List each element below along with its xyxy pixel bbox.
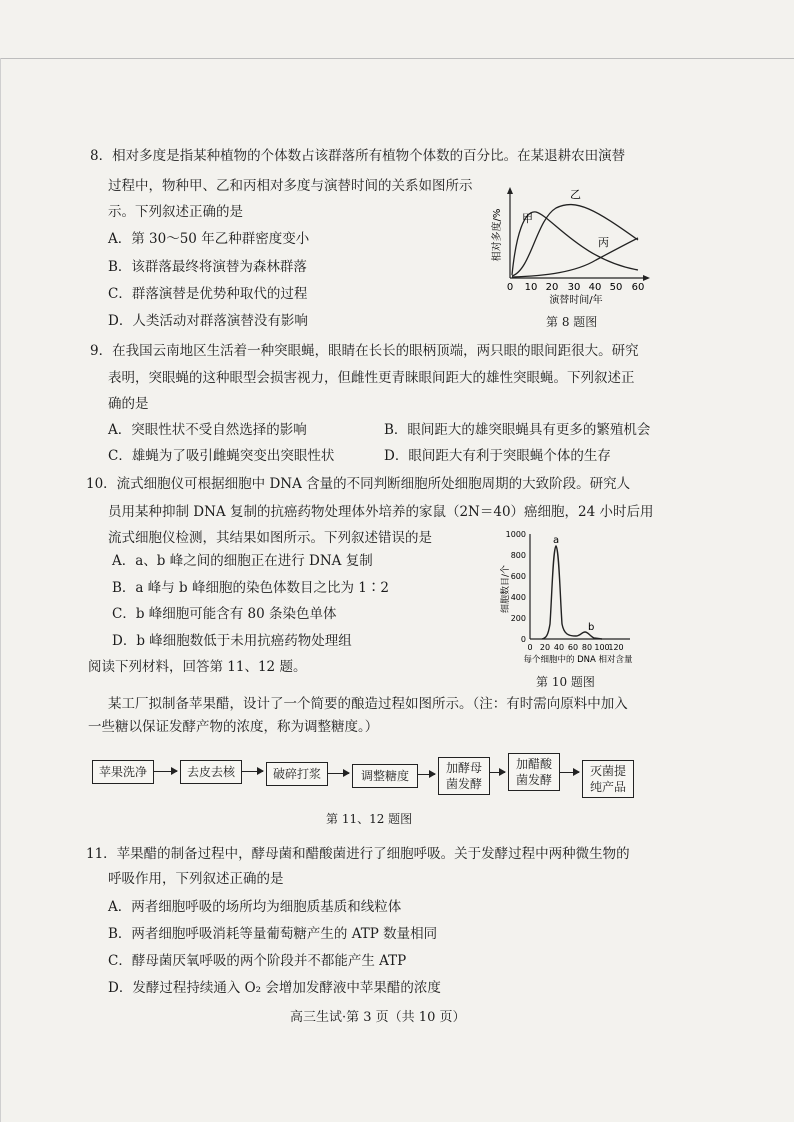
step-peel-core: 去皮去核: [180, 760, 242, 784]
q8-xtick-10: 10: [524, 282, 538, 293]
q10-y-axis-label: 细胞数目/个: [501, 564, 511, 614]
q8-option-d: D．人类活动对群落演替没有影响: [108, 313, 308, 329]
step-yeast-ferment: [438, 757, 490, 795]
q8-xtick-30: 30: [567, 282, 581, 293]
step-sterilize-purify-line2: 纯产品: [589, 780, 626, 794]
q10-ytick-600: 600: [510, 572, 526, 581]
page-top-border: [0, 58, 794, 59]
q10-ytick-0: 0: [520, 635, 526, 644]
page-footer: 高三生试·第 3 页（共 10 页）: [290, 1010, 466, 1025]
flowchart-caption: 第 11、12 题图: [326, 812, 413, 826]
q10-option-d: D．b 峰细胞数低于未用抗癌药物处理组: [112, 633, 352, 649]
q8-stem-line1: 8．相对多度是指某种植物的个体数占该群落所有植物个体数的百分比。在某退耕农田演替: [90, 148, 626, 164]
flow-arrow-2: [241, 771, 263, 772]
q8-label-jia: 甲: [522, 212, 533, 225]
q8-x-ticks: [507, 282, 645, 293]
q9-stem-line2: 表明，突眼蝇的这种眼型会损害视力，但雌性更青睐眼间距大的雄性突眼蝇。下列叙述正: [108, 370, 635, 386]
q8-stem-line3: 示。下列叙述正确的是: [108, 204, 243, 220]
reading-intro: 阅读下列材料，回答第 11、12 题。: [88, 659, 307, 675]
flow-arrow-1: [153, 771, 177, 772]
step-yeast-ferment-line2: 菌发酵: [445, 777, 482, 791]
q10-xtick-100: 100: [594, 643, 610, 652]
q8-xtick-20: 20: [545, 282, 559, 293]
q10-ytick-800: 800: [510, 551, 526, 560]
q11-stem-line2: 呼吸作用，下列叙述正确的是: [108, 871, 284, 887]
q10-option-a: A．a、b 峰之间的细胞正在进行 DNA 复制: [112, 553, 373, 569]
step-yeast-ferment-line1: 加酵母: [445, 761, 482, 775]
q10-stem-line2: 员用某种抑制 DNA 复制的抗癌药物处理体外培养的家鼠（2N＝40）癌细胞，24 小时后用: [108, 504, 654, 520]
q10-peak-a-label: a: [553, 535, 560, 546]
q8-figure: [486, 180, 656, 305]
q10-xtick-20: 20: [539, 643, 551, 652]
q8-curve-bing: [512, 238, 638, 277]
q11-option-a: A．两者细胞呼吸的场所均为细胞质基质和线粒体: [108, 899, 402, 915]
q10-xtick-80: 80: [581, 643, 593, 652]
q10-peak-b-label: b: [588, 622, 595, 633]
q9-stem-line3: 确的是: [108, 396, 149, 412]
q10-figure-caption: 第 10 题图: [536, 675, 595, 689]
q10-x-axis-label: 每个细胞中的 DNA 相对含量: [523, 655, 633, 665]
q11-option-c: C．酵母菌厌氧呼吸的两个阶段并不都能产生 ATP: [108, 953, 407, 969]
step-adjust-sugar: 调整糖度: [352, 764, 418, 788]
q10-xtick-120: 120: [608, 643, 624, 652]
q8-option-a: A．第 30～50 年乙种群密度变小: [108, 231, 310, 247]
q8-option-c: C．群落演替是优势种取代的过程: [108, 286, 308, 302]
q8-option-b: B．该群落最终将演替为森林群落: [108, 259, 307, 275]
q8-label-yi: 乙: [570, 188, 581, 201]
q10-stem-line3: 流式细胞仪检测，其结果如图所示。下列叙述错误的是: [108, 530, 432, 546]
q9-option-b: B．眼间距大的雄突眼蝇具有更多的繁殖机会: [384, 422, 651, 438]
step-acetic-ferment-line1: 加醋酸: [515, 757, 552, 771]
flow-arrow-4: [417, 774, 435, 775]
q9-option-d: D．眼间距大有利于突眼蝇个体的生存: [384, 448, 611, 464]
q9-stem-line1: 9．在我国云南地区生活着一种突眼蝇，眼睛在长长的眼柄顶端，两只眼的眼间距很大。研究: [90, 343, 639, 359]
step-acetic-ferment: [508, 753, 560, 791]
q10-xtick-40: 40: [553, 643, 565, 652]
q10-ytick-1000: 1000: [505, 530, 526, 539]
step-wash-apples: 苹果洗净: [92, 760, 154, 784]
page-left-border: [0, 58, 1, 1122]
q10-xtick-60: 60: [567, 643, 579, 652]
flow-arrow-6: [559, 772, 579, 773]
q8-xtick-0: 0: [506, 282, 514, 293]
q8-label-bing: 丙: [598, 236, 609, 249]
step-acetic-ferment-line2: 菌发酵: [515, 773, 552, 787]
q10-ytick-400: 400: [510, 593, 526, 602]
q10-option-c: C．b 峰细胞可能含有 80 条染色单体: [112, 606, 337, 622]
step-sterilize-purify: [582, 760, 634, 798]
q9-option-c: C．雄蝇为了吸引雌蝇突变出突眼性状: [108, 448, 335, 464]
q10-stem-line1: 10．流式细胞仪可根据细胞中 DNA 含量的不同判断细胞所处细胞周期的大致阶段。研究人: [86, 476, 631, 492]
q8-xtick-50: 50: [609, 282, 623, 293]
step-sterilize-purify-line1: 灭菌提: [589, 764, 626, 778]
q8-stem-line2: 过程中，物种甲、乙和丙相对多度与演替时间的关系如图所示: [108, 178, 473, 194]
flow-arrow-5: [489, 772, 505, 773]
q10-option-b: B．a 峰与 b 峰细胞的染色体数目之比为 1∶2: [112, 580, 389, 596]
q8-xtick-40: 40: [588, 282, 602, 293]
q11-option-d: D．发酵过程持续通入 O₂ 会增加发酵液中苹果醋的浓度: [108, 980, 441, 996]
q11-option-b: B．两者细胞呼吸消耗等量葡萄糖产生的 ATP 数量相同: [108, 926, 438, 942]
q10-figure: [490, 524, 645, 666]
q10-x-ticks: [527, 643, 623, 652]
q8-y-axis-label: 相对多度/%: [492, 208, 503, 262]
q11-stem-line1: 11．苹果醋的制备过程中，酵母菌和醋酸菌进行了细胞呼吸。关于发酵过程中两种微生物的: [86, 846, 630, 862]
q8-figure-caption: 第 8 题图: [546, 315, 598, 329]
q9-option-a: A．突眼性状不受自然选择的影响: [108, 422, 307, 438]
reading-para-line1: 某工厂拟制备苹果醋，设计了一个简要的酿造过程如图所示。（注：有时需向原料中加入: [108, 696, 628, 712]
q8-xtick-60: 60: [631, 282, 645, 293]
q8-x-axis-label: 演替时间/年: [549, 295, 603, 305]
step-crush-pulp: 破碎打浆: [266, 762, 328, 786]
reading-para-line2: 一些糖以保证发酵产物的浓度，称为调整糖度。）: [88, 719, 379, 735]
q10-ytick-200: 200: [510, 614, 526, 623]
q10-xtick-0: 0: [527, 643, 533, 652]
flow-arrow-3: [327, 773, 349, 774]
